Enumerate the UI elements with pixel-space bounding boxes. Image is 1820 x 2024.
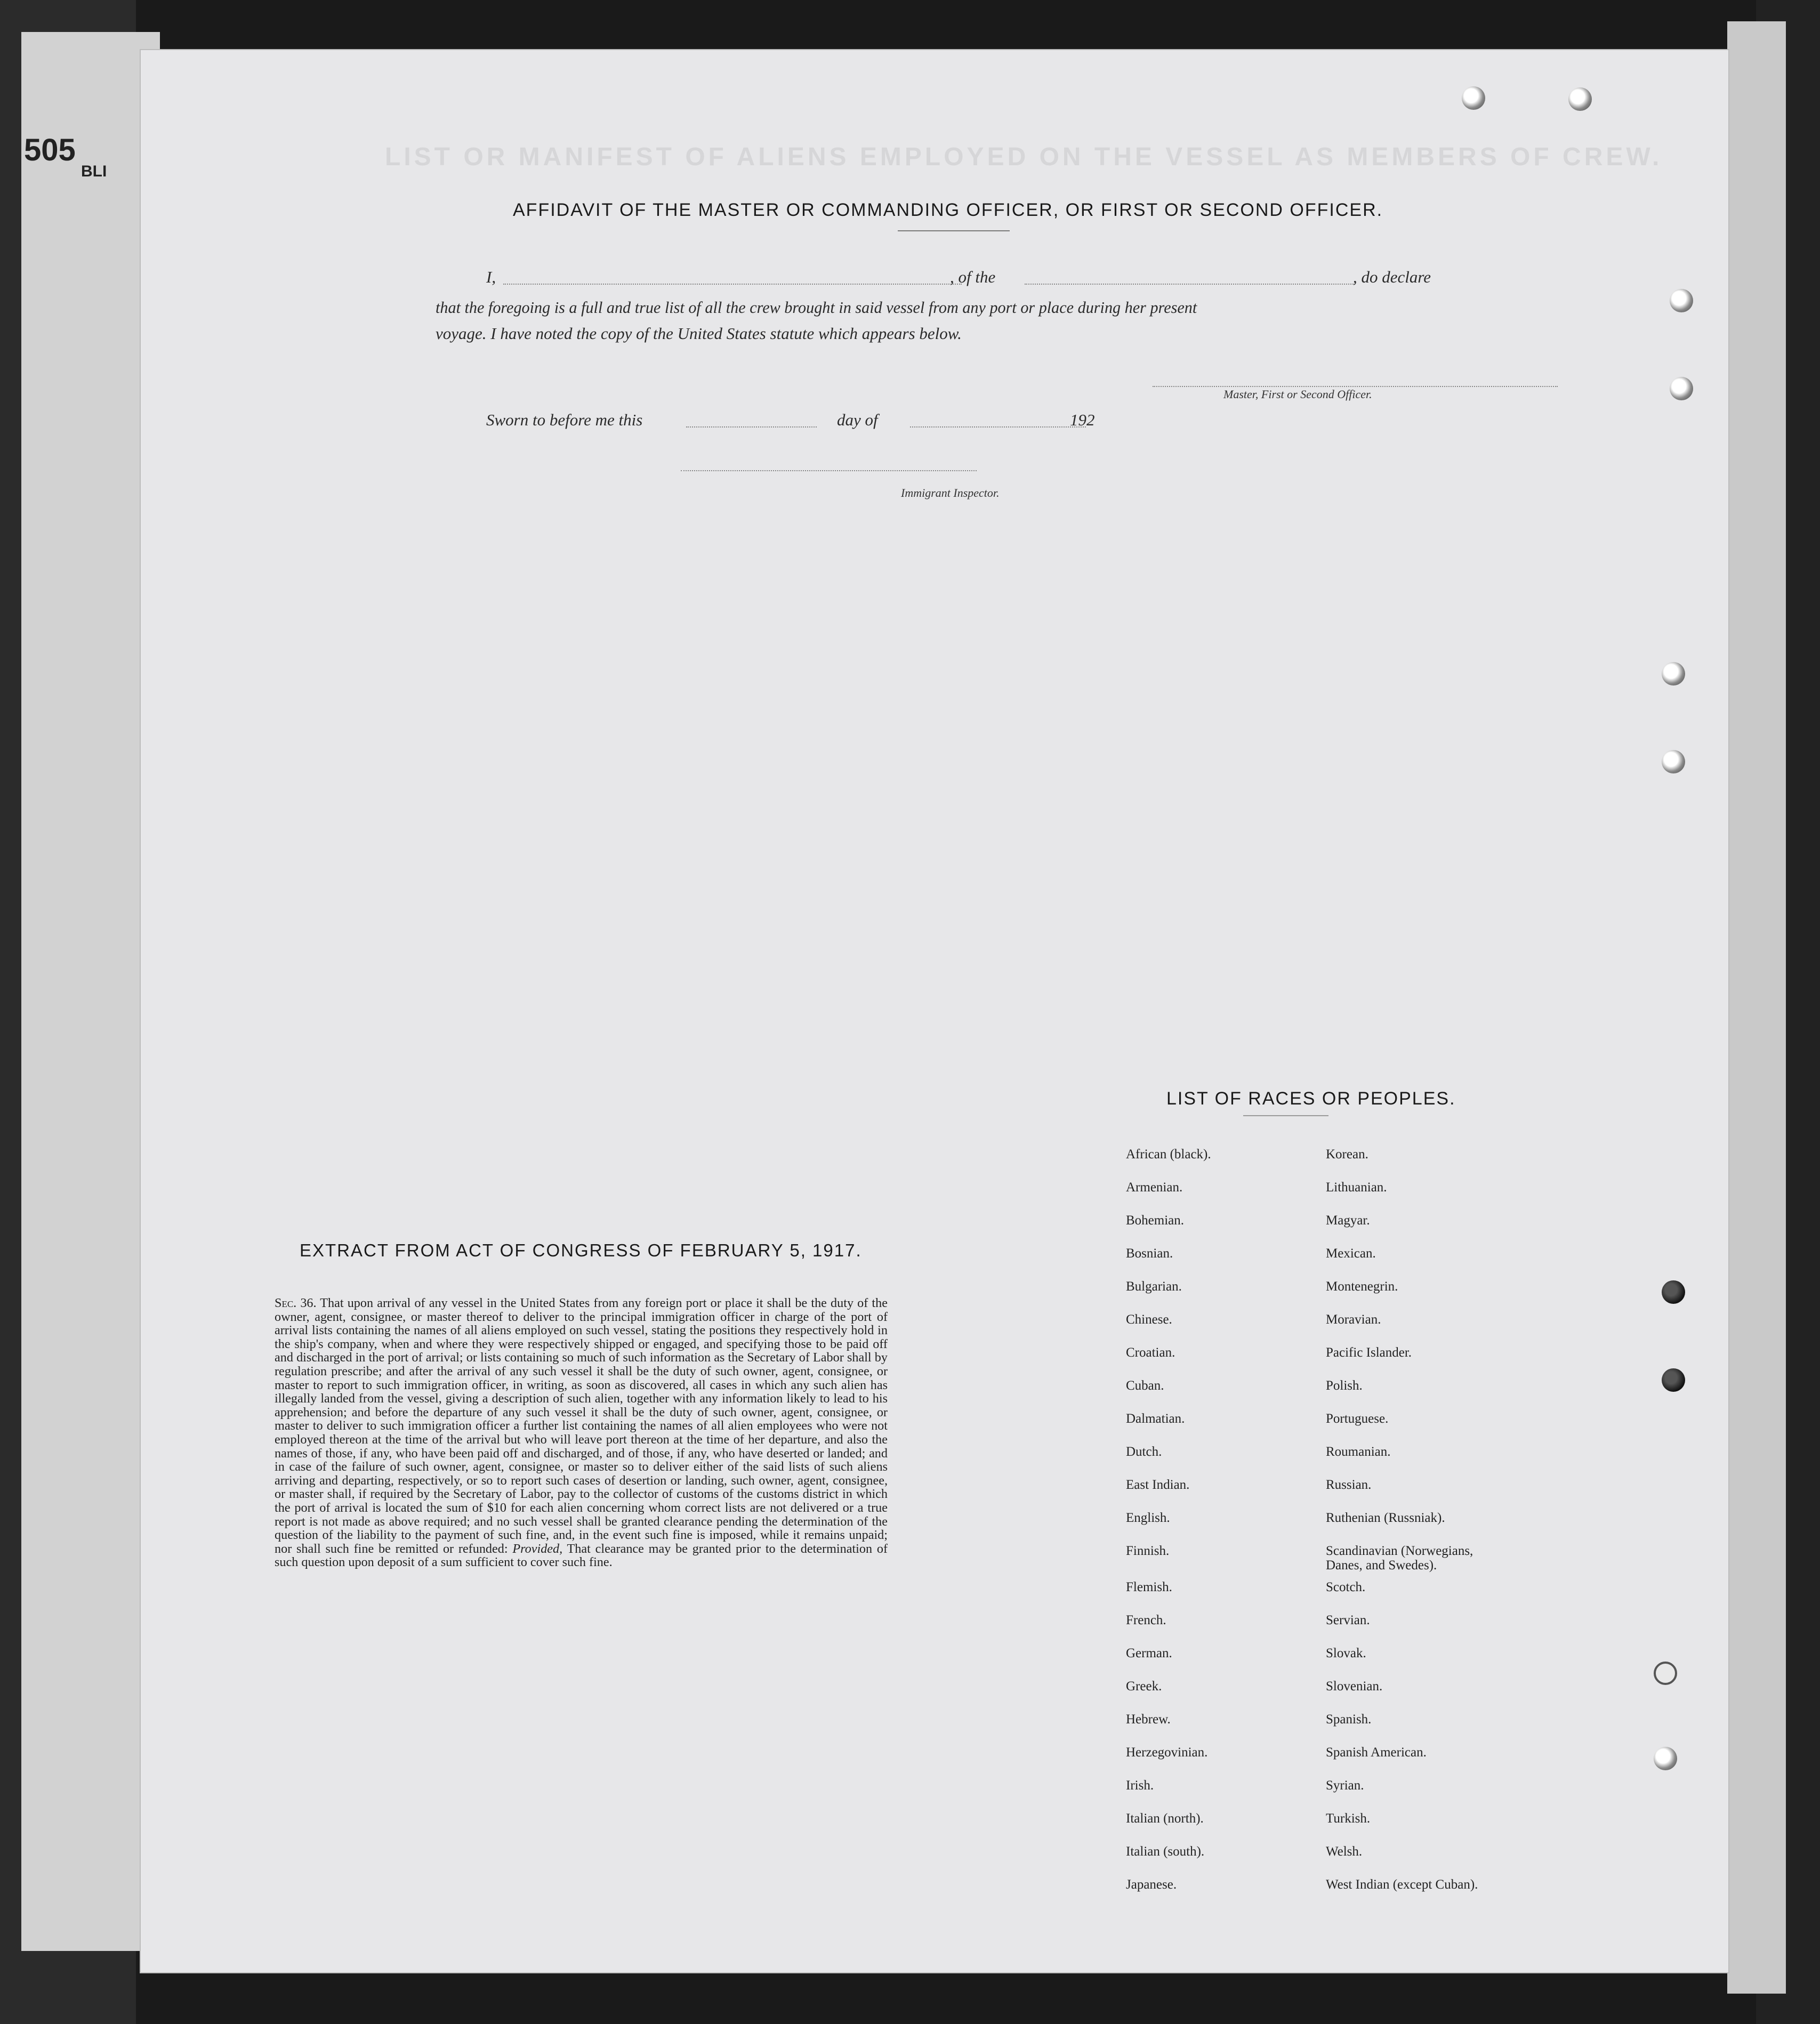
punch-hole [1670, 289, 1693, 312]
race-left-item: Dutch. [1126, 1445, 1162, 1459]
punch-hole [1568, 87, 1592, 111]
races-title: LIST OF RACES OR PEOPLES. [1166, 1088, 1456, 1109]
race-right-item: Ruthenian (Russniak). [1326, 1511, 1445, 1525]
race-left-item: German. [1126, 1646, 1172, 1660]
proviso-word: Provided, [512, 1541, 563, 1556]
race-right-item: Turkish. [1326, 1811, 1371, 1826]
race-right-item: Korean. [1326, 1147, 1368, 1162]
race-left-item: East Indian. [1126, 1478, 1190, 1492]
affidavit-line1-start: I, [486, 268, 496, 286]
punch-hole [1662, 662, 1685, 686]
document-page [140, 49, 1729, 1973]
race-left-item: Irish. [1126, 1778, 1154, 1793]
bleed-through-text: LIST OR MANIFEST OF ALIENS EMPLOYED ON THE VESSEL AS MEMBERS OF CREW. [385, 143, 1663, 171]
race-left-item: Armenian. [1126, 1180, 1183, 1195]
race-right-item: Montenegrin. [1326, 1279, 1398, 1294]
sworn-year: 192 [1070, 410, 1095, 429]
race-right-item: Polish. [1326, 1378, 1363, 1393]
race-right-item: Lithuanian. [1326, 1180, 1387, 1195]
race-right-item: Mexican. [1326, 1246, 1376, 1261]
race-left-item: French. [1126, 1613, 1166, 1627]
affidavit-line2: that the foregoing is a full and true list of all the crew brought in said vessel from any port or place during her present [436, 299, 1197, 317]
race-right-item: Welsh. [1326, 1844, 1363, 1859]
sworn-month-blank [910, 426, 1086, 428]
affidavit-line1-end: , do declare [1353, 268, 1431, 286]
race-left-item: Italian (north). [1126, 1811, 1204, 1826]
race-left-item: African (black). [1126, 1147, 1211, 1162]
race-right-item: Slovenian. [1326, 1679, 1383, 1694]
margin-stamp-letters: BLI [81, 163, 107, 180]
race-left-item: Bohemian. [1126, 1213, 1185, 1228]
punch-hole [1670, 377, 1693, 400]
race-right-item: Slovak. [1326, 1646, 1366, 1660]
officer-signature-blank [1153, 386, 1558, 387]
punch-hole [1462, 86, 1485, 110]
race-right-item: Moravian. [1326, 1312, 1381, 1327]
race-left-item: Bulgarian. [1126, 1279, 1182, 1294]
underlying-sheet [21, 32, 160, 1951]
race-right-item: West Indian (except Cuban). [1326, 1877, 1478, 1892]
race-left-item: Italian (south). [1126, 1844, 1205, 1859]
punch-hole [1662, 1280, 1685, 1304]
vessel-name-blank [1025, 284, 1355, 285]
section-label: Sec. 36. [275, 1296, 317, 1310]
title-underline [898, 230, 1010, 231]
sworn-text: Sworn to before me this [486, 410, 643, 429]
race-right-item: Pacific Islander. [1326, 1345, 1412, 1360]
race-left-item: English. [1126, 1511, 1170, 1525]
race-left-item: Chinese. [1126, 1312, 1172, 1327]
race-left-item: Herzegovinian. [1126, 1745, 1208, 1760]
race-right-item: Portuguese. [1326, 1412, 1389, 1426]
punch-hole [1662, 750, 1685, 773]
inspector-signature-blank [681, 470, 977, 471]
race-left-item: Dalmatian. [1126, 1412, 1185, 1426]
affidavit-line3: voyage. I have noted the copy of the United States statute which appears below. [436, 324, 962, 343]
sworn-day-of: day of [837, 410, 878, 429]
race-right-item: Scotch. [1326, 1580, 1366, 1594]
race-right-item: Roumanian. [1326, 1445, 1391, 1459]
race-right-item: Servian. [1326, 1613, 1370, 1627]
proviso-text: That clearance may be granted prior to the determination of such question upon deposit of a sum sufficient to cover such fine. [275, 1541, 888, 1570]
underlying-sheet-right [1727, 21, 1786, 1994]
sworn-day-blank [686, 426, 817, 428]
race-left-item: Flemish. [1126, 1580, 1172, 1594]
race-right-item: Magyar. [1326, 1213, 1370, 1228]
race-right-item: Spanish. [1326, 1712, 1372, 1727]
race-left-item: Croatian. [1126, 1345, 1175, 1360]
punch-hole [1662, 1368, 1685, 1392]
margin-stamp-number: 505 [24, 133, 76, 167]
punch-hole [1654, 1662, 1677, 1685]
affidavit-title: AFFIDAVIT OF THE MASTER OR COMMANDING OFFICER, OR FIRST OR SECOND OFFICER. [513, 200, 1383, 220]
extract-text: That upon arrival of any vessel in the United States from any foreign port or place it shall be the duty of the owner, agent, consignee, or master thereof to deliver to the principal immigration officer in charge of the port of arrival lists containing the names of all aliens employed on such vessel, stating the positions they respectively hold in the ship's company, when and where they were respectively shipped or engaged, and specifying those to be paid off and discharged in the port of arrival; or lists containing so much of such information as the Secretary of Labor shall by regulation prescribe; and after the arrival of any such vessel it shall be the duty of such owner, agent, consignee, or master to report to such immigration officer, in writing, as soon as discovered, all cases in which any such alien has illegally landed from the vessel, giving a description of such alien, together with any information likely to lead to his apprehension; and before the departure of any such vessel it shall be the duty of such owner, agent, consignee, or master to deliver to such immigration officer a further list containing the names of all alien employees who were not employed thereon at the time of the arrival but who will leave port thereon at the time of her departure, and also the names of those, if any, who have been paid off and discharged, and of those, if any, who have deserted or landed; and in case of the failure of such owner, agent, consignee, or master so to deliver either of the said lists of such aliens arriving and departing, respectively, or so to report such cases of desertion or landing, such owner, agent, consignee, or master shall, if required by the Secretary of Labor, pay to the collector of customs of the customs district in which the port of arrival is located the sum of $10 for each alien concerning whom correct lists are not delivered or a true report is not made as above required; and no such vessel shall be granted clearance pending the determination of the question of the liability to the payment of such fine, and, in the event such fine is imposed, while it remains unpaid; nor shall such fine be remitted or refunded: [275, 1296, 888, 1556]
race-left-item: Hebrew. [1126, 1712, 1171, 1727]
extract-body [275, 1296, 888, 1569]
races-title-underline [1243, 1115, 1328, 1116]
signer-label: Master, First or Second Officer. [1223, 388, 1372, 401]
race-left-item: Cuban. [1126, 1378, 1164, 1393]
declarant-name-blank [503, 284, 962, 285]
inspector-label: Immigrant Inspector. [901, 486, 1000, 499]
extract-title: EXTRACT FROM ACT OF CONGRESS OF FEBRUARY 5, 1917. [300, 1240, 862, 1260]
race-left-item: Bosnian. [1126, 1246, 1173, 1261]
race-right-item: Spanish American. [1326, 1745, 1427, 1760]
race-right-item: Syrian. [1326, 1778, 1364, 1793]
race-left-item: Japanese. [1126, 1877, 1177, 1892]
punch-hole [1654, 1747, 1677, 1770]
race-right-item: Scandinavian (Norwegians, Danes, and Swedes). [1326, 1544, 1473, 1573]
race-left-item: Finnish. [1126, 1544, 1170, 1558]
affidavit-line1-of: , of the [950, 268, 996, 286]
race-right-item: Russian. [1326, 1478, 1372, 1492]
race-left-item: Greek. [1126, 1679, 1162, 1694]
